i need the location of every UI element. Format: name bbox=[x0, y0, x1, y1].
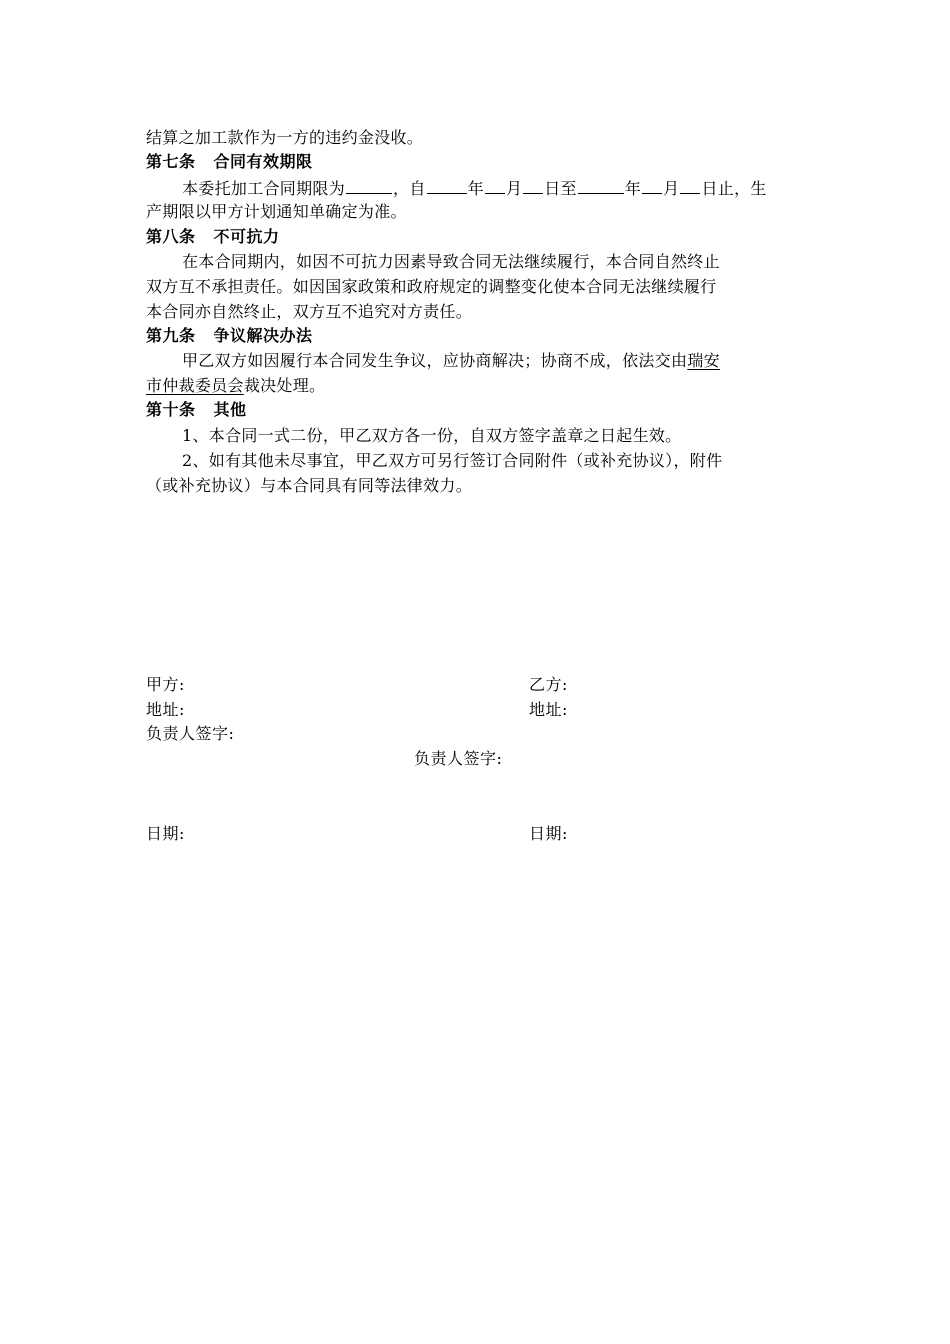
article-8-line-2 bbox=[146, 275, 811, 299]
start-year-blank bbox=[427, 176, 467, 194]
text: 在本合同期内，如因不可抗力因素导致合同无法继续履行，本合同自然终止 bbox=[182, 252, 720, 271]
party-b-address-label: 地址: bbox=[529, 700, 568, 719]
text: 本合同亦自然终止，双方互不追究对方责任。 bbox=[146, 302, 473, 321]
party-b-signer-label: 负责人签字: bbox=[414, 749, 503, 768]
party-a-date-label: 日期: bbox=[146, 824, 185, 843]
article-number: 第八条 bbox=[146, 227, 196, 246]
article-8-line-1 bbox=[182, 250, 811, 274]
term-blank bbox=[346, 176, 392, 194]
text: ，自 bbox=[393, 179, 426, 198]
article-9-line-2 bbox=[146, 374, 811, 398]
article-number: 第九条 bbox=[146, 326, 196, 345]
article-10-item-1 bbox=[182, 424, 811, 448]
text: 裁决处理。 bbox=[243, 376, 326, 395]
text: 日止，生 bbox=[701, 179, 767, 198]
text: 月 bbox=[505, 179, 523, 198]
text: 产期限以甲方计划通知单确定为准。 bbox=[146, 202, 407, 221]
text: 2、如有其他未尽事宜，甲乙双方可另行签订合同附件（或补充协议），附件 bbox=[182, 451, 723, 470]
text: 年 bbox=[467, 179, 484, 198]
article-title: 争议解决办法 bbox=[213, 326, 313, 345]
text: 结算之加工款作为一方的违约金没收。 bbox=[146, 128, 424, 147]
article-10-heading bbox=[146, 398, 811, 422]
party-a-address-label: 地址: bbox=[146, 700, 185, 719]
arbitration-place-underlined: 瑞安 bbox=[687, 351, 720, 370]
end-year-blank bbox=[578, 176, 624, 194]
text: （或补充协议）与本合同具有同等法律效力。 bbox=[146, 476, 473, 495]
article-title: 合同有效期限 bbox=[213, 152, 313, 171]
end-day-blank bbox=[680, 176, 700, 194]
start-month-blank bbox=[485, 176, 505, 194]
party-b-date-label: 日期: bbox=[529, 824, 568, 843]
article-7-term-line bbox=[182, 176, 811, 200]
article-10-item-2-line-2 bbox=[146, 474, 811, 498]
text: 年 bbox=[624, 179, 642, 198]
article-number: 第七条 bbox=[146, 152, 196, 171]
article-title: 其他 bbox=[213, 400, 247, 419]
arbitration-body-underlined: 市仲裁委员会 bbox=[146, 376, 244, 395]
text: 甲乙双方如因履行本合同发生争议，应协商解决；协商不成，依法交由 bbox=[182, 351, 688, 370]
article-number: 第十条 bbox=[146, 400, 196, 419]
party-a-label: 甲方: bbox=[146, 675, 185, 694]
start-day-blank bbox=[523, 176, 543, 194]
text: 日至 bbox=[544, 179, 577, 198]
article-10-item-2-line-1 bbox=[182, 449, 811, 473]
article-7-line-2 bbox=[146, 200, 811, 224]
paragraph-penalty-end bbox=[146, 126, 811, 150]
party-b-label: 乙方: bbox=[529, 675, 568, 694]
article-title: 不可抗力 bbox=[213, 227, 280, 246]
article-8-line-3 bbox=[146, 300, 811, 324]
article-9-line-1 bbox=[182, 349, 811, 373]
article-9-heading bbox=[146, 324, 811, 348]
article-8-heading bbox=[146, 225, 811, 249]
text: 双方互不承担责任。如因国家政策和政府规定的调整变化使本合同无法继续履行 bbox=[146, 277, 717, 296]
party-a-signer-label: 负责人签字: bbox=[146, 724, 235, 743]
end-month-blank bbox=[642, 176, 662, 194]
text: 1、本合同一式二份，甲乙双方各一份，自双方签字盖章之日起生效。 bbox=[182, 426, 682, 445]
text: 本委托加工合同期限为 bbox=[182, 179, 346, 198]
article-7-heading bbox=[146, 150, 811, 174]
text: 月 bbox=[663, 179, 680, 198]
